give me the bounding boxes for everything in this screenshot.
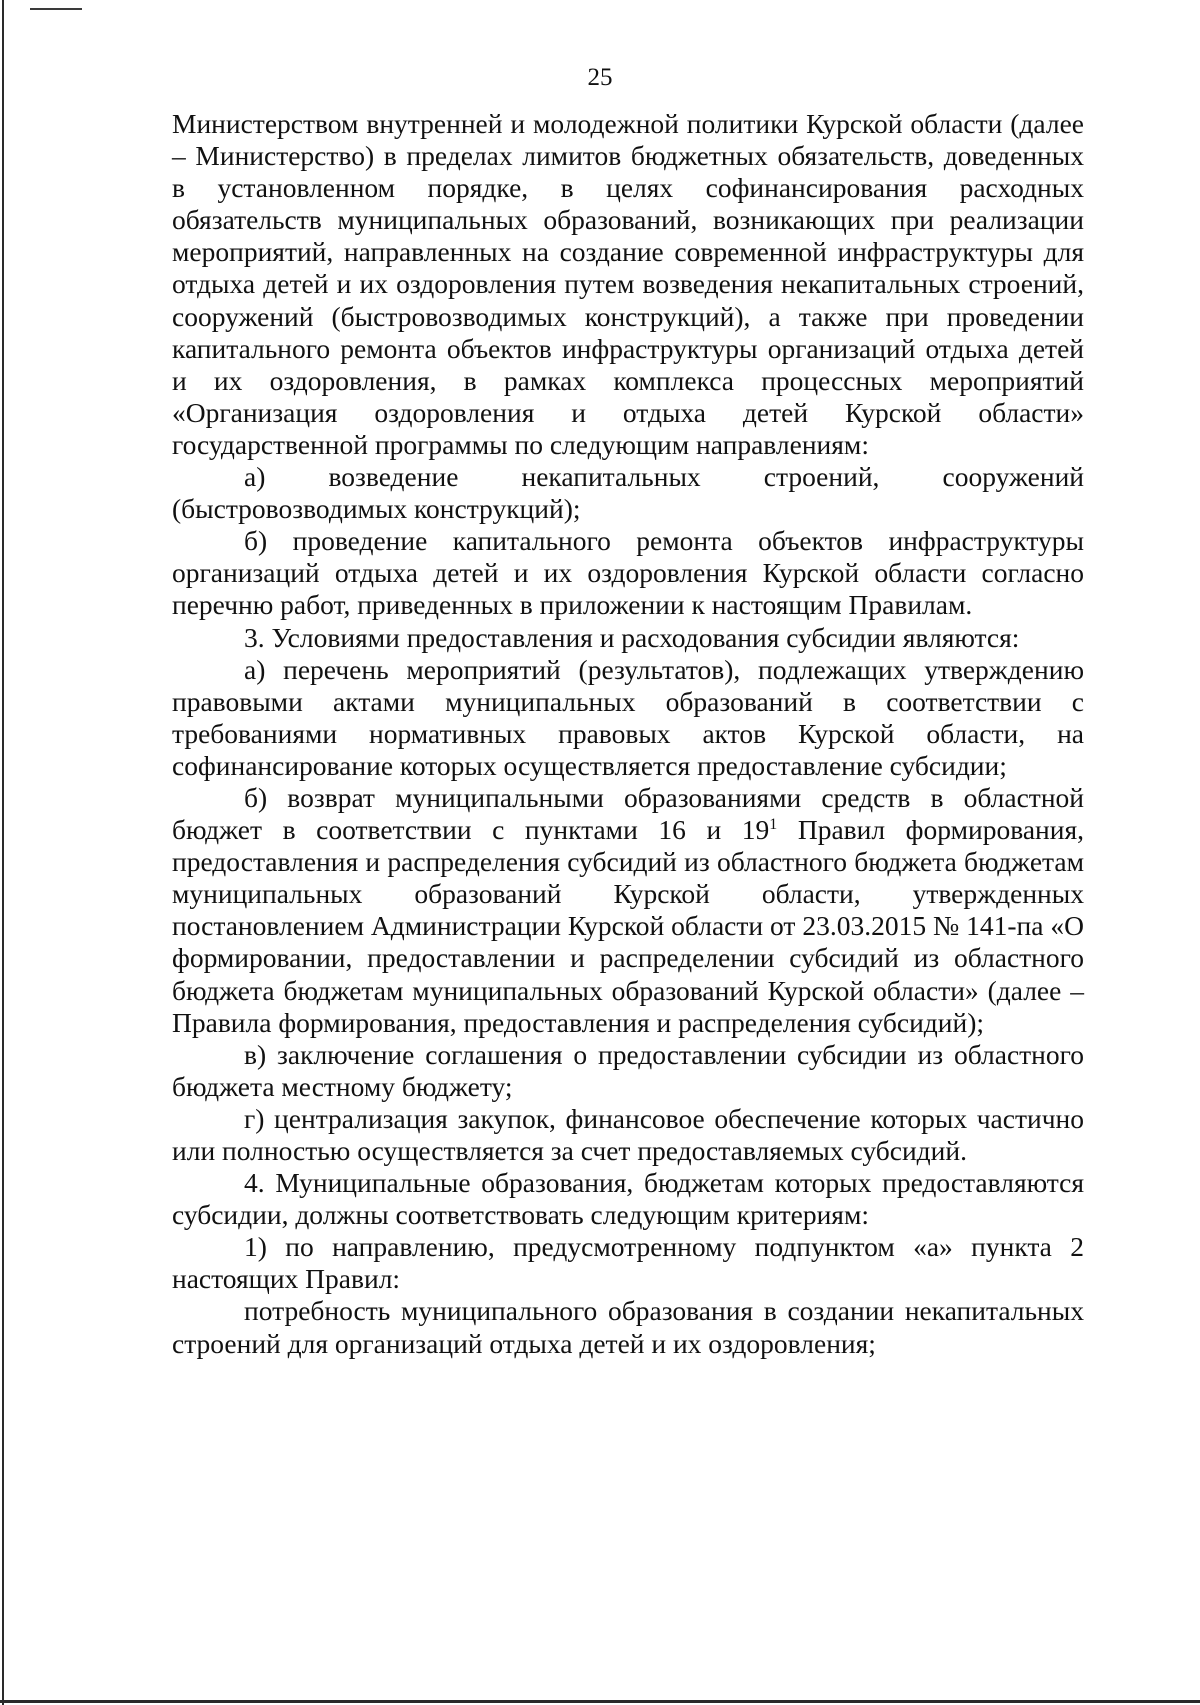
paragraph-3b (172, 782, 1084, 1039)
scan-left-edge (2, 0, 4, 1705)
body-text (172, 108, 1084, 1360)
paragraph-3a: а) перечень мероприятий (результатов), подлежащих утверждению правовыми актами муниципальных образований в соответствии с требованиями нормативных правовых актов Курской области, на софинансирование которых осуществляется предоставление субсидии; (172, 653, 1084, 781)
superscript-footnote: 1 (769, 815, 778, 833)
paragraph-4-1: 1) по направлению, предусмотренному подпунктом «а» пункта 2 настоящих Правил: (172, 1231, 1084, 1295)
paragraph-4: 4. Муниципальные образования, бюджетам которых предоставляются субсидии, должны соответствовать следующим критериям: (172, 1167, 1084, 1231)
page-number: 25 (587, 64, 613, 91)
paragraph-3: 3. Условиями предоставления и расходования субсидии являются: (244, 621, 1020, 653)
paragraph-3b-part2: Правил формирования, предоставления и распределения субсидий из областного бюджета бюджетам муниципальных образований Курской области, утвержденных постановлением Администрации Курской области от 23.03.2015 № 141-па «О формировании, предоставлении и распределении субсидий из областного бюджета бюджетам муниципальных образований Курской области» (далее – Правила формирования, предоставления и распределения субсидий); (172, 814, 1084, 1038)
paragraph-2a: а) возведение некапитальных строений, сооружений (быстровозводимых конструкций); (172, 461, 1084, 525)
scan-corner-mark (30, 8, 82, 10)
paragraph-3g: г) централизация закупок, финансовое обеспечение которых частично или полностью осуществляется за счет предоставляемых субсидий. (172, 1102, 1084, 1166)
scan-bottom-edge (0, 1700, 1200, 1703)
paragraph-3b-part1: б) возврат муниципальными образованиями средств в областной бюджет в соответствии с пунктами 16 и 19 (172, 781, 1084, 846)
paragraph-intro: Министерством внутренней и молодежной политики Курской области (далее – Министерство) в пределах лимитов бюджетных обязательств, доведенных в установленном порядке, в целях софинансирования расходных обязательств муниципальных образований, возникающих при реализации мероприятий, направленных на создание современной инфраструктуры для отдыха детей и их оздоровления путем возведения некапитальных строений, сооружений (быстровозводимых конструкций), а также при проведении капитального ремонта объектов инфраструктуры организаций отдыха детей и их оздоровления, в рамках комплекса процессных мероприятий «Организация оздоровления и отдыха детей Курской области» государственной программы по следующим направлениям: (172, 108, 1084, 460)
paragraph-2b: б) проведение капитального ремонта объектов инфраструктуры организаций отдыха детей и их оздоровления Курской области согласно перечню работ, приведенных в приложении к настоящим Правилам. (172, 525, 1084, 621)
paragraph-3v: в) заключение соглашения о предоставлении субсидии из областного бюджета местному бюджету; (172, 1038, 1084, 1102)
paragraph-4-1a: потребность муниципального образования в создании некапитальных строений для организаций отдыха детей и их оздоровления; (172, 1295, 1084, 1359)
